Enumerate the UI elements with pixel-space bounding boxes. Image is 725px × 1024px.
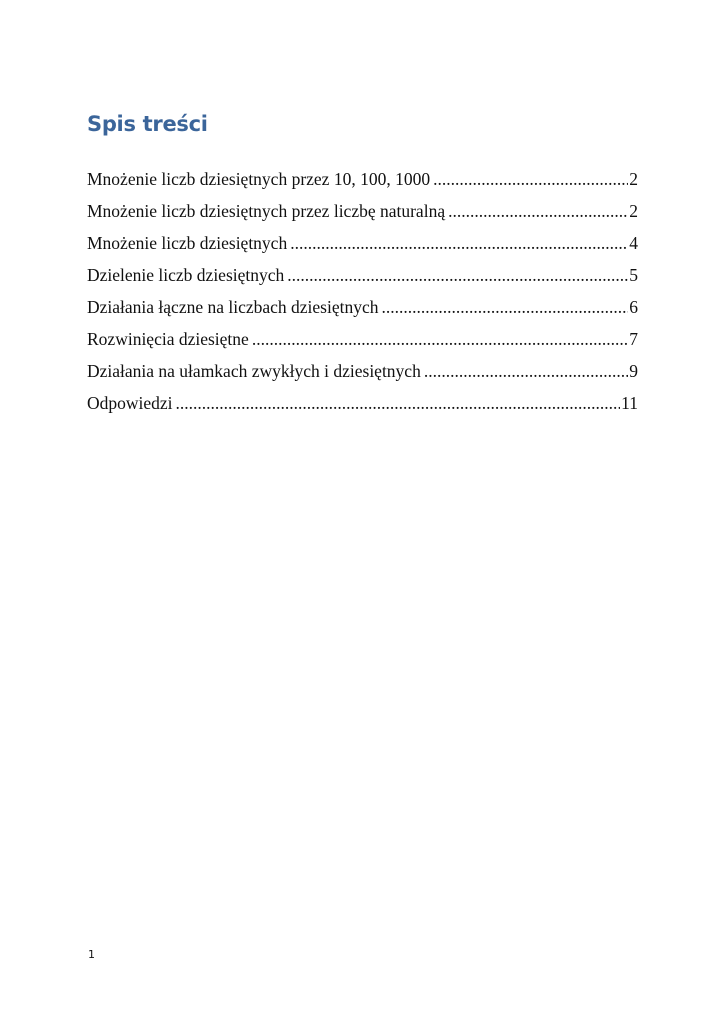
toc-entry[interactable] (87, 393, 638, 425)
toc-entry[interactable] (87, 265, 638, 297)
toc-list (87, 169, 638, 425)
toc-entry-page: 5 (629, 265, 638, 285)
toc-entry-title: Mnożenie liczb dziesiętnych przez 10, 100, 1000 (87, 169, 431, 189)
toc-dot-leader (448, 201, 628, 222)
toc-dot-leader (433, 169, 628, 190)
toc-entry-page: 9 (629, 361, 638, 381)
toc-entry-title: Rozwinięcia dziesiętne (87, 329, 249, 349)
toc-entry[interactable] (87, 233, 638, 265)
page-number: 1 (88, 948, 95, 961)
toc-dot-leader (176, 393, 621, 414)
toc-dot-leader (290, 233, 628, 254)
toc-entry-page: 2 (629, 201, 638, 221)
toc-entry-page: 2 (629, 169, 638, 189)
toc-entry-page: 7 (629, 329, 638, 349)
toc-dot-leader (252, 329, 628, 350)
toc-entry-title: Mnożenie liczb dziesiętnych przez liczbę naturalną (87, 201, 446, 221)
toc-entry[interactable] (87, 361, 638, 393)
toc-entry-title: Mnożenie liczb dziesiętnych (87, 233, 288, 253)
toc-dot-leader (424, 361, 628, 382)
toc-heading: Spis treści (87, 112, 208, 136)
toc-entry[interactable] (87, 201, 638, 233)
toc-entry-page: 4 (629, 233, 638, 253)
toc-dot-leader (287, 265, 628, 286)
toc-entry-page: 6 (629, 297, 638, 317)
toc-entry[interactable] (87, 297, 638, 329)
toc-entry-page: 11 (621, 393, 638, 413)
toc-entry-title: Działania na ułamkach zwykłych i dziesiętnych (87, 361, 421, 381)
toc-entry-title: Odpowiedzi (87, 393, 173, 413)
toc-entry[interactable] (87, 329, 638, 361)
toc-entry-title: Dzielenie liczb dziesiętnych (87, 265, 285, 285)
toc-entry-title: Działania łączne na liczbach dziesiętnych (87, 297, 379, 317)
toc-entry[interactable] (87, 169, 638, 201)
toc-dot-leader (382, 297, 629, 318)
